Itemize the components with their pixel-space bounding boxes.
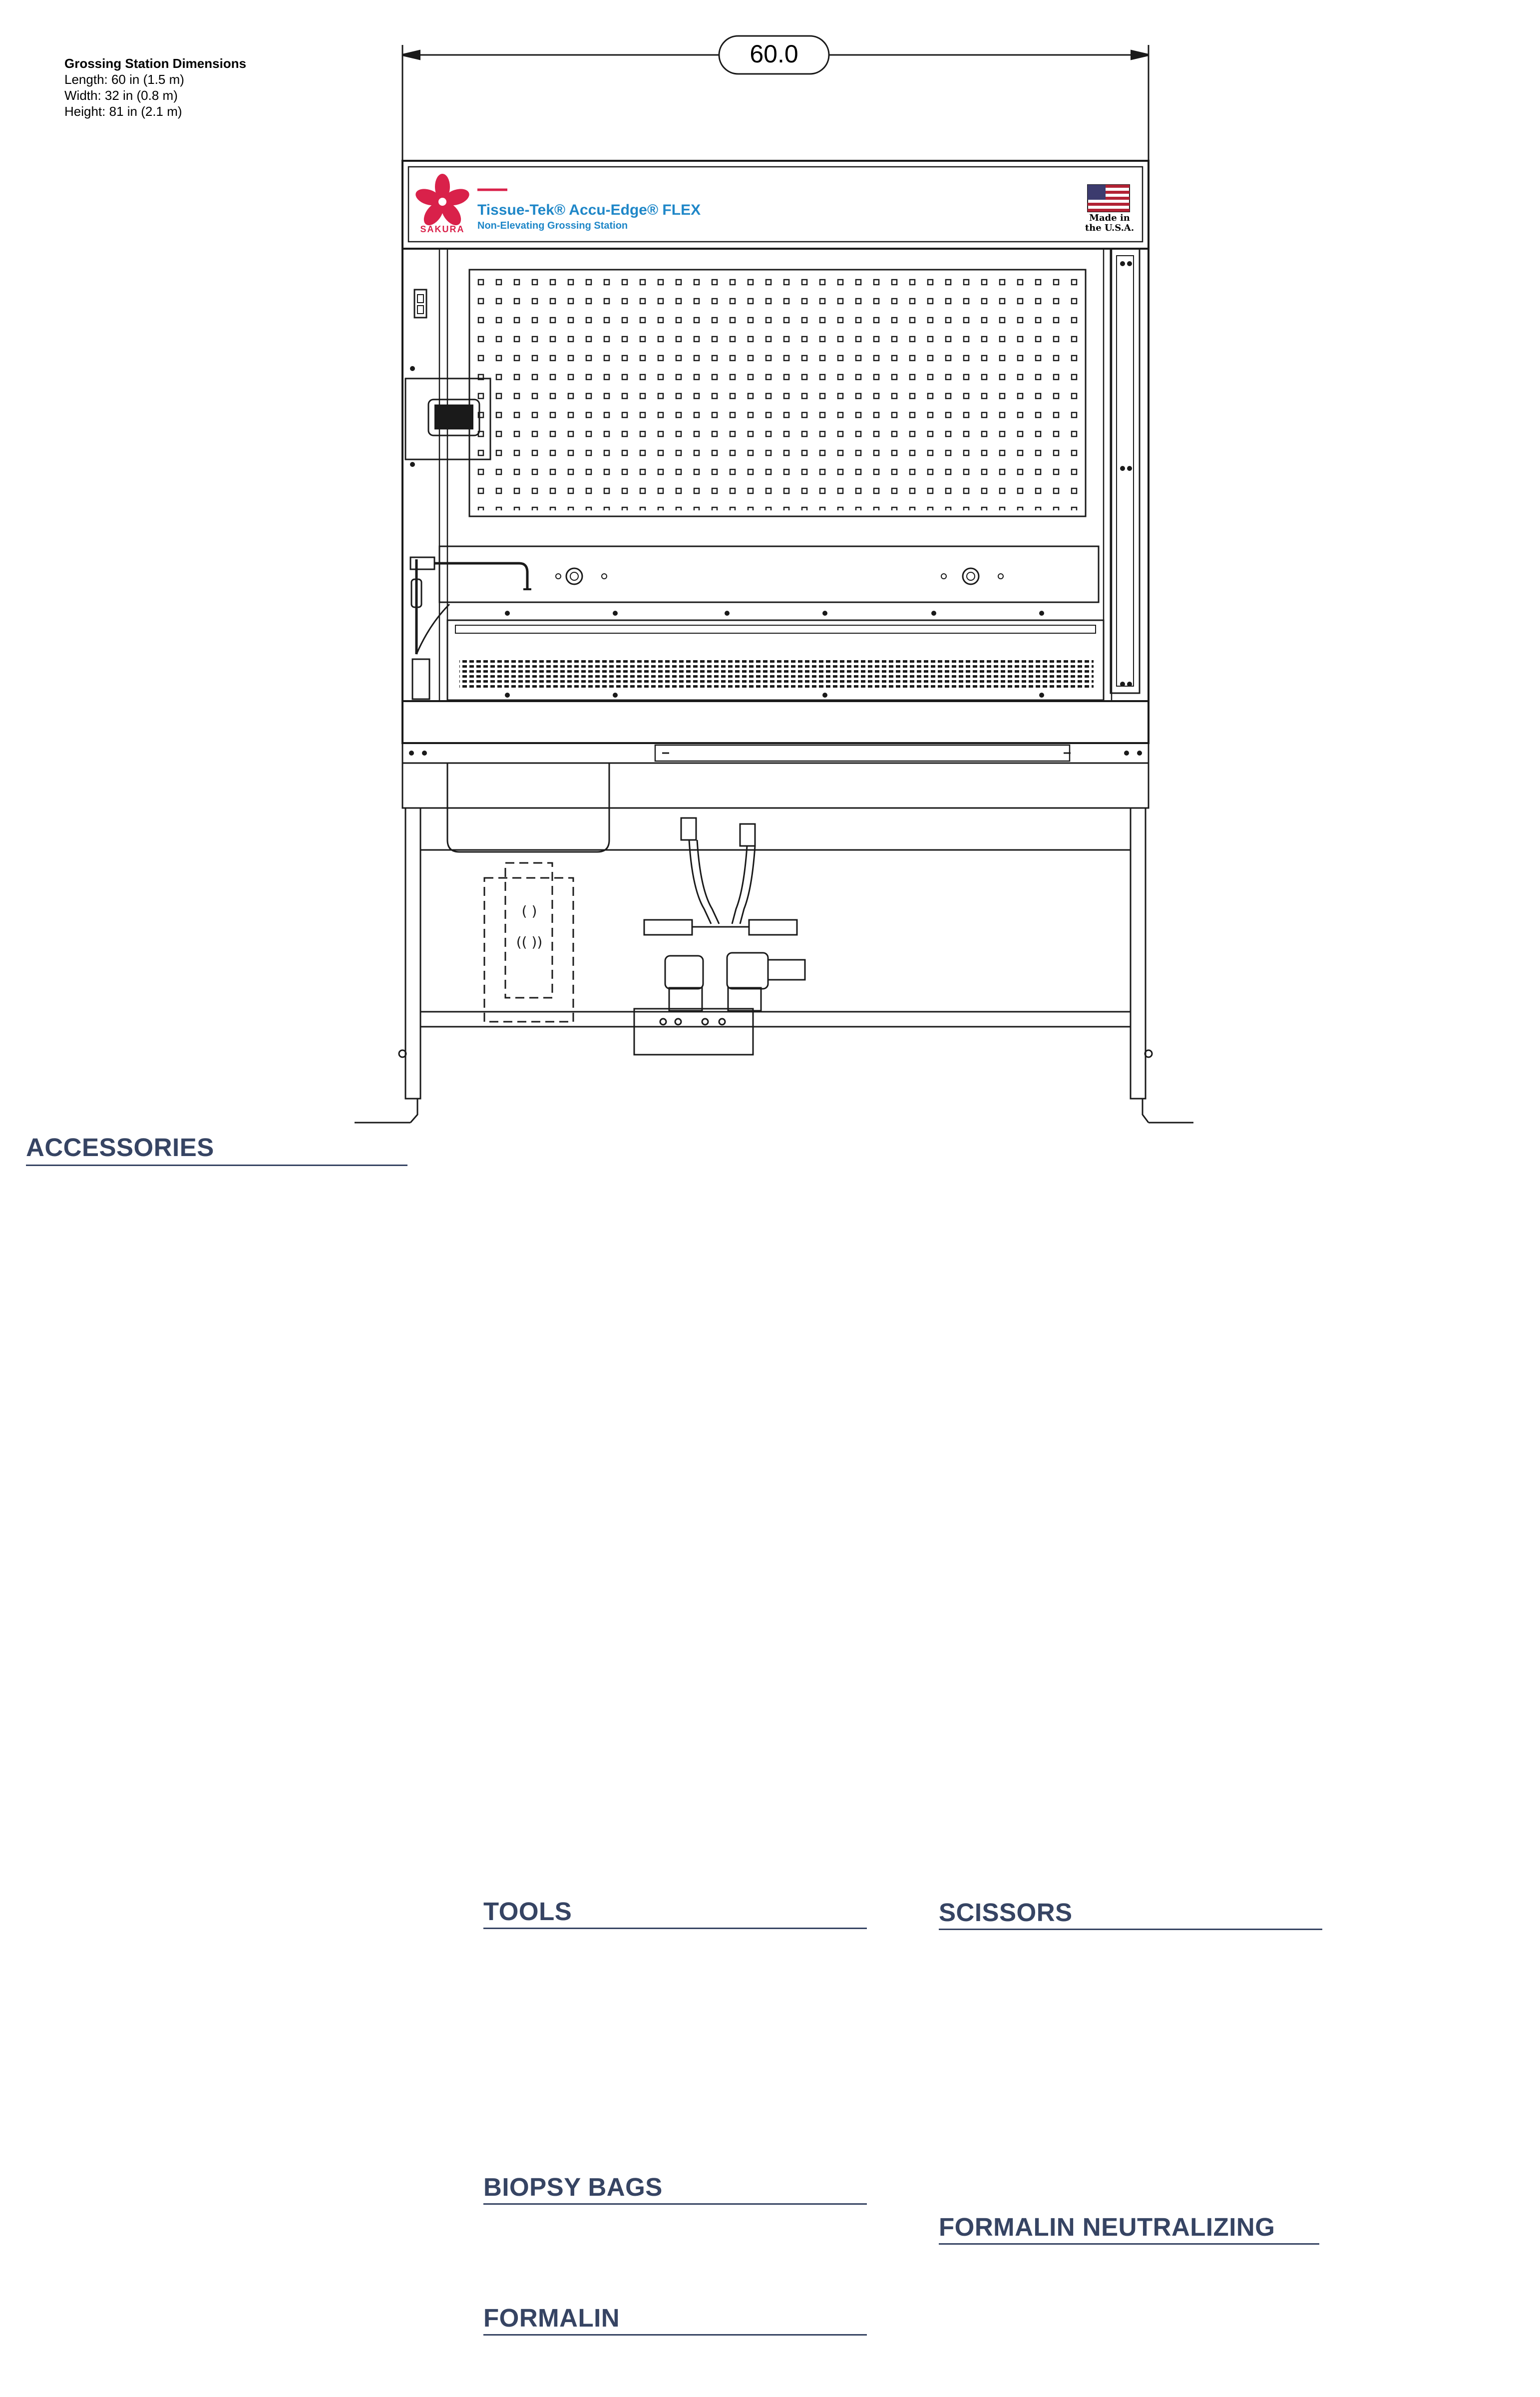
scissors-divider: [939, 1929, 1322, 1930]
product-name: Tissue-Tek® Accu-Edge® FLEX: [477, 202, 701, 218]
accessories-divider: [26, 1165, 407, 1166]
svg-text:(( )): (( )): [516, 934, 543, 950]
usa-flag-icon: [1088, 185, 1130, 212]
tools-divider: [483, 1928, 867, 1929]
biopsy-bags-divider: [483, 2203, 867, 2205]
section-biopsy-bags: BIOPSY BAGS: [483, 2173, 663, 2201]
made-in-line1: Made in: [1089, 213, 1130, 223]
right-column: [1111, 249, 1140, 693]
backsplash-vent: [447, 620, 1104, 700]
waste-container: [484, 863, 573, 1022]
header-panel: [402, 161, 1149, 249]
dimension-length: Length: 60 in (1.5 m): [64, 72, 184, 87]
made-in-line2: the U.S.A.: [1085, 223, 1135, 233]
width-label: 60.0: [750, 40, 798, 68]
sakura-logo: [413, 174, 471, 229]
width-dimension: [402, 36, 1149, 160]
pegboard: [469, 270, 1086, 516]
section-formalin-neutralizing: FORMALIN NEUTRALIZING: [939, 2213, 1275, 2241]
product-subtitle: Non-Elevating Grossing Station: [477, 220, 628, 231]
grossing-station-drawing: [0, 0, 1540, 1139]
section-scissors: SCISSORS: [939, 1898, 1073, 1927]
formalin-divider: [483, 2334, 867, 2336]
plumbing: [634, 818, 805, 1055]
formalin-neutralizing-divider: [939, 2243, 1319, 2245]
svg-text:( ): ( ): [521, 903, 537, 919]
dimension-width: Width: 32 in (0.8 m): [64, 88, 178, 103]
worktop: [402, 701, 1149, 808]
sakura-wordmark: SAKURA: [420, 224, 465, 234]
section-accessories: ACCESSORIES: [26, 1133, 214, 1162]
dimensions-title: Grossing Station Dimensions: [64, 56, 247, 71]
base-frame: [355, 808, 1193, 1123]
section-tools: TOOLS: [483, 1897, 572, 1926]
section-formalin: FORMALIN: [483, 2304, 620, 2332]
dimension-height: Height: 81 in (2.1 m): [64, 104, 182, 119]
